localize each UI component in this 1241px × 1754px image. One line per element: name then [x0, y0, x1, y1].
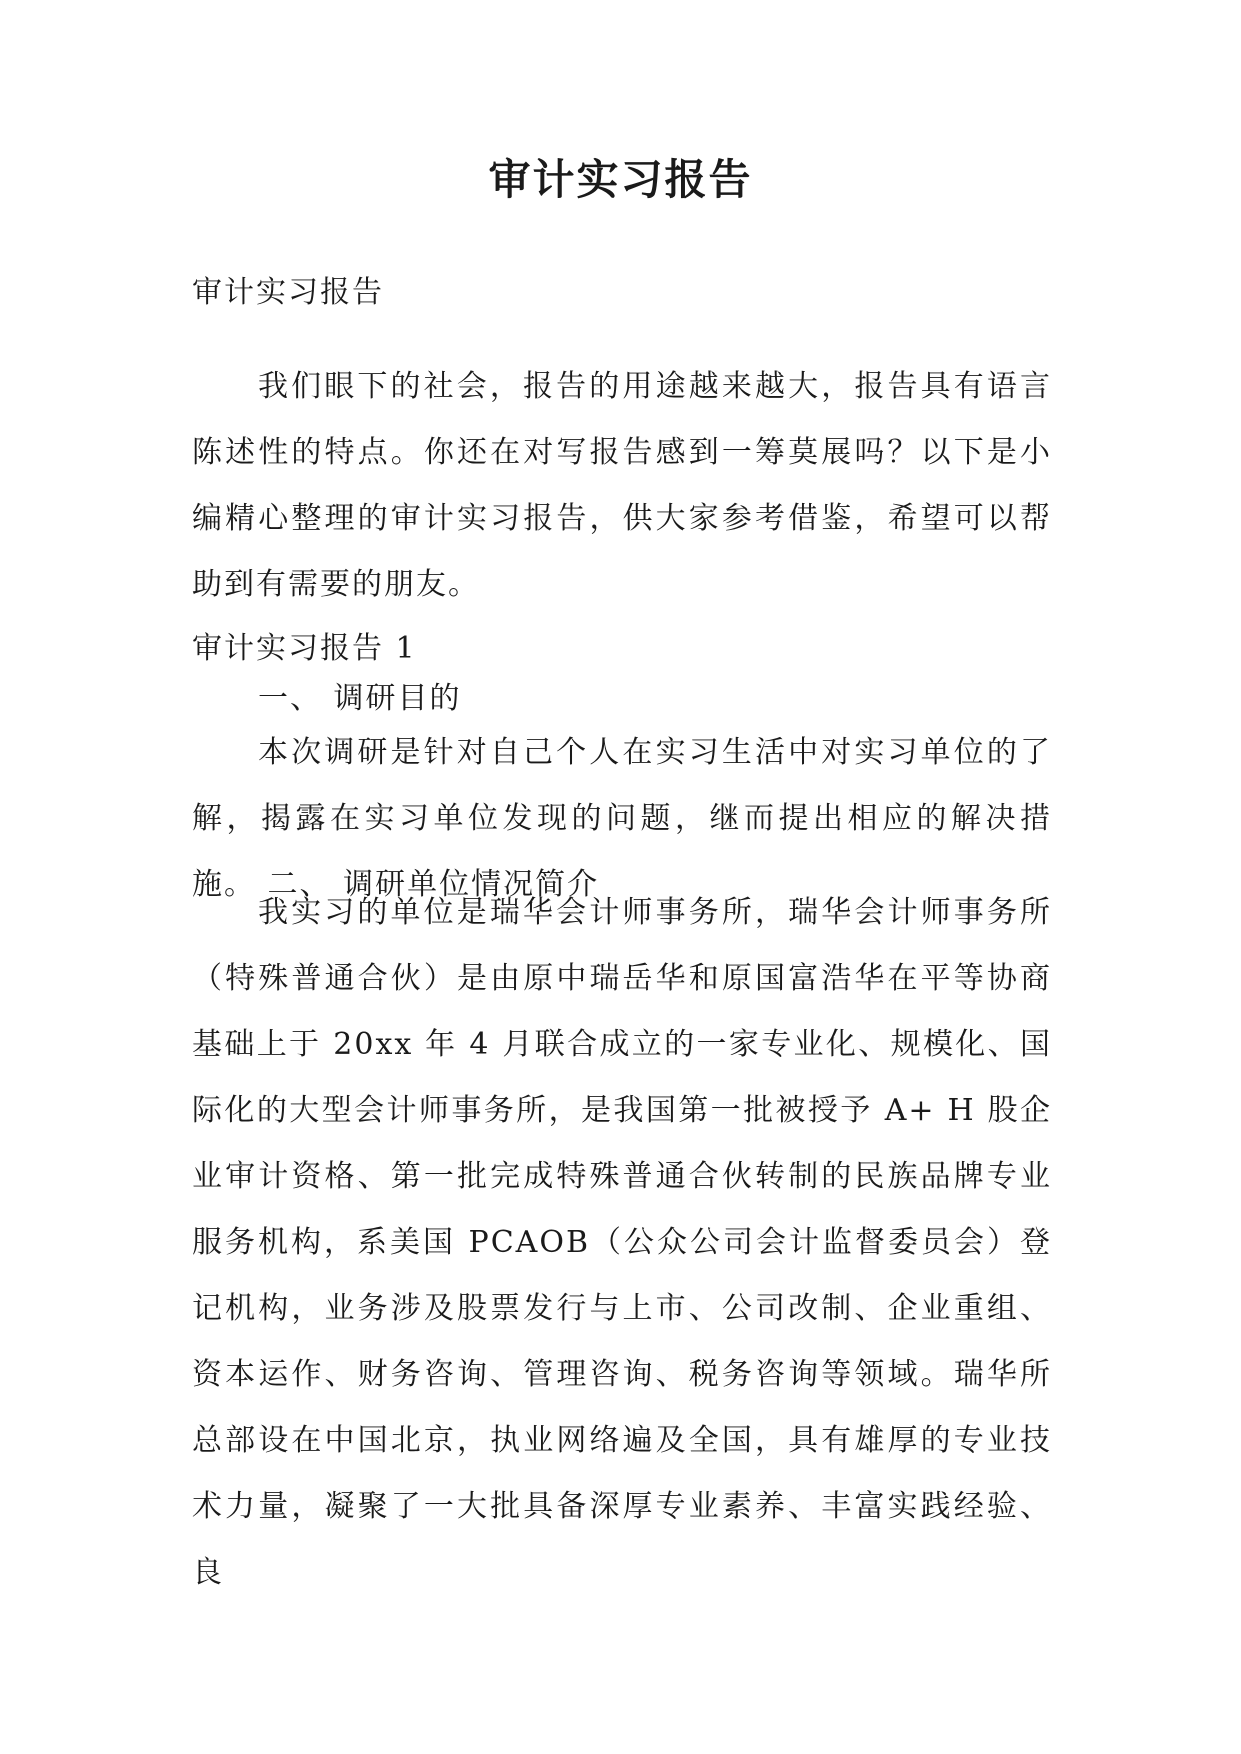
intro-paragraph: 我们眼下的社会，报告的用途越来越大，报告具有语言陈述性的特点。你还在对写报告感到一筹莫展吗？以下是小编精心整理的审计实习报告，供大家参考借鉴，希望可以帮助到有需要的朋友。: [192, 369, 1052, 602]
section-two-body: 我实习的单位是瑞华会计师事务所，瑞华会计师事务所（特殊普通合伙）是由原中瑞岳华和原国富浩华在平等协商基础上于 20xx 年 4 月联合成立的一家专业化、规模化、国际化的大型会计师事务所，是我国第一批被授予 A+ H 股企业审计资格、第一批完成特殊普通合伙转制的民族品牌专业服务机构，系美国 PCAOB（公众公司会计监督委员会）登记机构，业务涉及股票发行与上市、公司改制、企业重组、资本运作、财务咨询、管理咨询、税务咨询等领域。瑞华所总部设在中国北京，执业网络遍及全国，具有雄厚的专业技术力量，凝聚了一大批具备深厚专业素养、丰富实践经验、良: [192, 895, 1052, 1590]
document-subtitle: 审计实习报告: [192, 275, 384, 310]
document-title: 审计实习报告: [488, 155, 753, 204]
report-heading: 审计实习报告 1: [192, 631, 417, 666]
section-one-body: 本次调研是针对自己个人在实习生活中对实习单位的了解，揭露在实习单位发现的问题，继而提出相应的解决措施。 二、 调研单位情况简介: [192, 735, 1052, 902]
section-one-heading: 一、 调研目的: [258, 681, 462, 716]
